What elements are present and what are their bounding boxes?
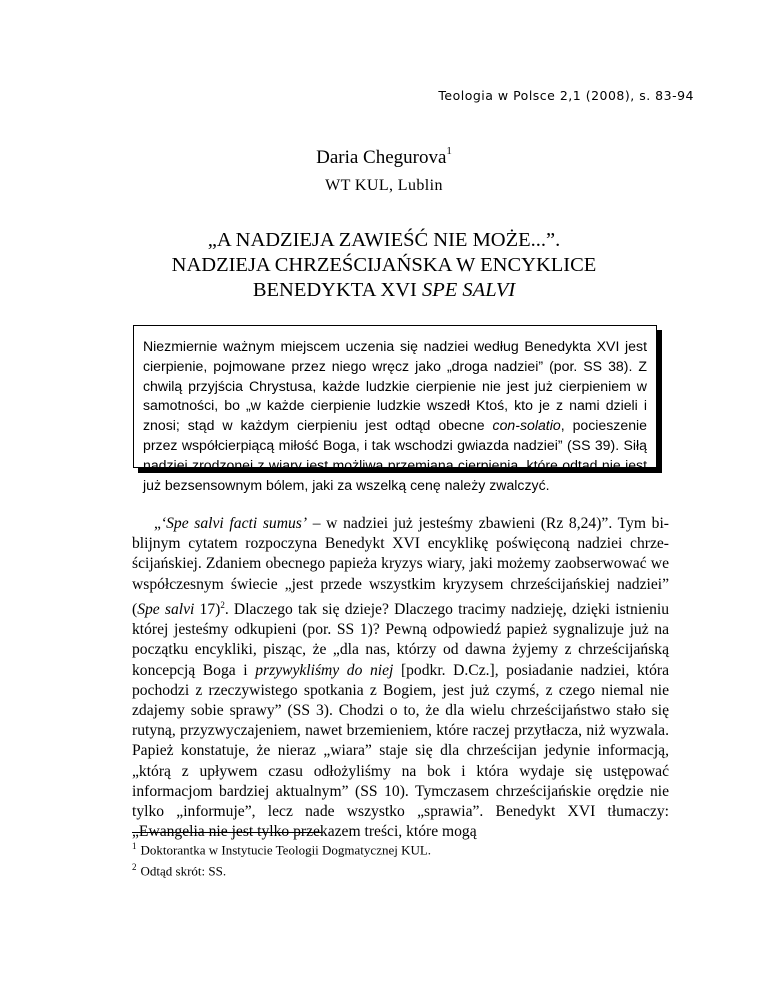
abstract-italic-term: con-solatio [492, 417, 561, 434]
emphasis-phrase: przywykliśmy do niej [255, 661, 394, 679]
latin-quote: ‘Spe salvi facti sumus’ [160, 515, 308, 532]
running-head: Teologia w Polsce 2,1 (2008), s. 83-94 [438, 88, 694, 103]
author-line [0, 147, 768, 169]
quote-open: „ [154, 515, 161, 532]
body-text-1: – w nadziei już jesteśmy zbawieni (Rz 8,24)”. Tym biblijnym cytatem rozpoczyna Benedykt XVI encyklikę poświęconą nadziei chrześcijańskiej. Zdaniem obecnego papieża kryzys wiary, jaki możemy zaobserwować we współczesnym świecie „jest przede wszystkim kryzysem chrześcijańskiej nadziei” ( [132, 515, 669, 618]
abstract-box [133, 325, 657, 493]
abstract-text-1: Niezmiernie ważnym miejscem uczenia się nadziei według Benedykta XVI jest cierpienie, pojmowane przez niego wręcz jako „droga nadziei” (por. SS 38). Z chwilą przyjścia Chrystusa, każde ludzkie cierpienie nie jest już cierpieniem w samotności, bo „w każde cierpienie ludzkie wszedł Ktoś, kto je z nami dzieli i znosi; stąd w każdym cierpieniu jest odtąd obecne [143, 338, 647, 434]
title-line-1: „A NADZIEJA ZAWIEŚĆ NIE MOŻE...”. [207, 229, 561, 251]
body-paragraph [132, 514, 669, 842]
body-text-3: [podkr. D.Cz.], posiadanie nadziei, która pochodzi z rzeczywistego spotkania z Bogiem, jest już czymś, z czego niemal nie zdajemy sobie sprawy” (SS 3). Chodzi o to, że dla wielu chrześcijaństwo stało się rutyną, przyzwyczajeniem, nawet brzemieniem, które raczej przytłacza, niż wyzwala. Papież konstatuje, że nieraz „wiara” staje się dla chrześcijan jedynie informacją, „którą z upływem czasu odłożyliśmy na bok i która wydaje się ustępować informacjom bardziej aktualnym” (SS 10). Tymczasem chrześcijańskie orędzie nie tylko „informuje”, lecz nade wszystko „sprawia”. Benedykt XVI tłumaczy: „Ewangelia nie jest tylko przekazem treści, które mogą [132, 661, 669, 841]
article-title [0, 228, 768, 303]
footnote-mark-2[interactable]: 2 [220, 599, 225, 610]
body-text-2: . Dlaczego tak się dzieje? Dlaczego tracimy nadzieję, dzięki istnieniu której jesteśmy odkupieni (por. SS 1)? Pewną odpowiedź papież sygnalizuje już na początku encykliki, pisząc, że „dla nas, którzy od dawna żyjemy z chrześcijańską koncepcją Boga i [132, 601, 669, 679]
footnote-separator [132, 832, 322, 833]
abstract-text-2: , pocieszenie przez współcierpiącą miłość Boga, i tak wschodzi gwiazda nadziei” (SS 39). Siłą nadziei zrodzonej z wiary jest możliwa przemiana cierpienia, które odtąd nie jest już bezsensownym bólem, jaki za wszelką cenę należy zwalczyć. [143, 417, 647, 493]
footnote-2-mark: 2 [132, 861, 137, 872]
body-text-1b: 17) [194, 601, 221, 618]
title-encyclical-name: SPE SALVI [422, 279, 516, 301]
footnote-1-text: Doktorantka w Instytucie Teologii Dogmatycznej KUL. [140, 842, 432, 858]
author-name: Daria Chegurova [316, 147, 447, 168]
footnote-2-text: Odtąd skrót: SS. [140, 863, 227, 879]
footnote-2 [132, 859, 669, 880]
title-line-3 [0, 278, 768, 303]
footnote-mark-1[interactable]: 1 [446, 145, 452, 157]
footnote-1-mark: 1 [132, 841, 137, 851]
body-text [132, 514, 669, 842]
affiliation: WT KUL, Lublin [325, 177, 443, 194]
title-line-3-text: BENEDYKTA XVI [252, 279, 422, 301]
title-line-2: NADZIEJA CHRZEŚCIJAŃSKA W ENCYKLICE [171, 254, 597, 276]
footnotes [132, 838, 669, 879]
encyclical-ref: Spe salvi [137, 601, 195, 618]
footnote-1 [132, 838, 669, 859]
